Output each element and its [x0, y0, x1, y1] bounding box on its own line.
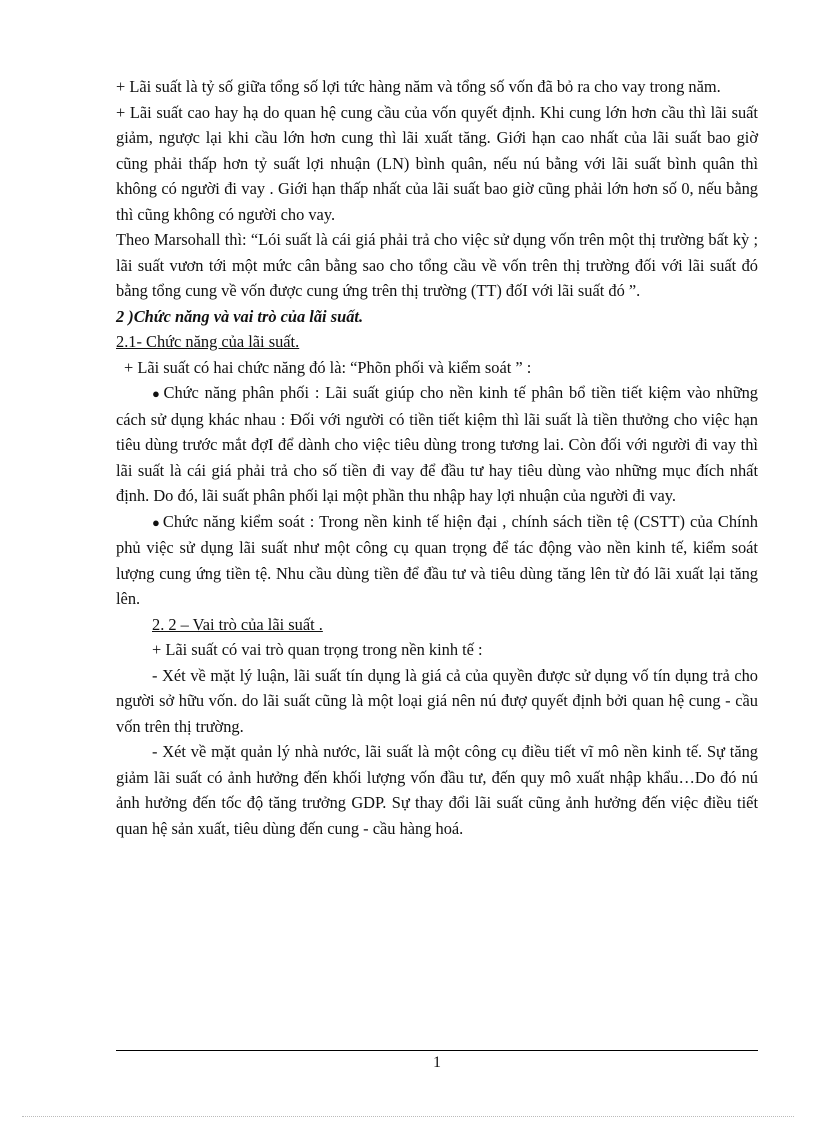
bullet-icon: ● [152, 514, 161, 530]
bullet-icon: ● [152, 386, 162, 401]
paragraph-marshall-quote: Theo Marsohall thì: “Lói suất là cái giá phải trả cho việc sử dụng vốn trên một thị trường bất kỳ ; lãi suất vươn tới một mức cân bằng sao cho tổng cầu về vốn trên thị trường đối với lãi suất đó bằng tổng cung về vốn được cung ứng trên thị trường (TT) đốI với lãi suất đó ”. [116, 230, 758, 300]
bullet-control-function: ● Chức năng kiểm soát : Trong nền kinh tế hiện đại , chính sách tiền tệ (CSTT) của Chính phủ việc sử dụng lãi suất như một công cụ quan trọng để tác động vào nền kinh tế, kiểm soát lượng cung ứng tiền tệ. Nhu cầu dùng tiền để đầu tư và tiêu dùng tăng lên từ đó lãi xuất lại tăng lên. [116, 511, 758, 608]
bullet-distribution-function: ● Chức năng phân phối : Lãi suất giúp cho nền kinh tế phân bổ tiền tiết kiệm vào những cách sử dụng khác nhau : Đối với người có tiền tiết kiệm thì lãi suất là tiền thưởng cho việc hạn tiêu dùng trước mắt đợI để dành cho việc tiêu dùng trong tương lai. Còn đối với người đi vay thì lãi suất là cái giá phải trả cho số tiền đi vay để đầu tư hay tiêu dùng vào những mục đích nhất định. Do đó, lãi suất phân phối lại một phần thu nhập hay lợi nhuận của người đi vay. [116, 383, 758, 505]
paragraph-state-management-view: - Xét về mặt quản lý nhà nước, lãi suất là một công cụ điều tiết vĩ mô nền kinh tế. Sự tăng giảm lãi suất có ảnh hưởng đến khối lượng vốn đầu tư, đến quy mô xuất nhập khẩu…Do đó nú ảnh hưởng đến tốc độ tăng trưởng GDP. Sự thay đổi lãi suất cũng ảnh hưởng đến việc điều tiết quan hệ sản xuất, tiêu dùng đến cung - cầu hàng hoá. [116, 742, 758, 838]
paragraph-supply-demand: + Lãi suất cao hay hạ do quan hệ cung cầu của vốn quyết định. Khi cung lớn hơn cầu thì lãi suất giảm, ngược lại khi cầu lớn hơn cung thì lãi xuất tăng. Giới hạn cao nhất của lãi suất bao giờ cũng phải thấp hơn tỷ suất lợi nhuận (LN) bình quân, nếu nú bằng với lãi suất bình quân thì không có người đi vay . Giới hạn thấp nhất của lãi suất bao giờ cũng phải lớn hơn số 0, nếu bằng thì cũng không có người cho vay. [116, 102, 758, 224]
subsection-heading-2-2: 2. 2 – Vai trò của lãi suất . [152, 614, 323, 634]
paragraph-definition: + Lãi suất là tỷ số giữa tổng số lợi tức hàng năm và tổng số vốn đã bỏ ra cho vay trong năm. [116, 77, 721, 96]
document-body [116, 74, 758, 841]
subsection-heading-2-1: 2.1- Chức năng của lãi suất. [116, 332, 300, 351]
section-heading-2: 2 )Chức năng và vai trò của lãi suất. [116, 306, 364, 326]
paragraph-role-intro: + Lãi suất có vai trò quan trọng trong nền kinh tế : [152, 640, 483, 659]
page-number: 1 [433, 1054, 441, 1071]
paragraph-two-functions: + Lãi suất có hai chức năng đó là: “Phõn phối và kiểm soát ” : [124, 357, 532, 377]
page-bottom-border [22, 1116, 794, 1117]
footer-divider [116, 1050, 758, 1051]
paragraph-theory-view: - Xét về mặt lý luận, lãi suất tín dụng là giá cả của quyền được sử dụng vố tín dụng trả cho người sở hữu vốn. do lãi suất cũng là một loại giá nên nú đượ quyết định bởi quan hệ cung - cầu vốn trên thị trường. [116, 665, 758, 736]
